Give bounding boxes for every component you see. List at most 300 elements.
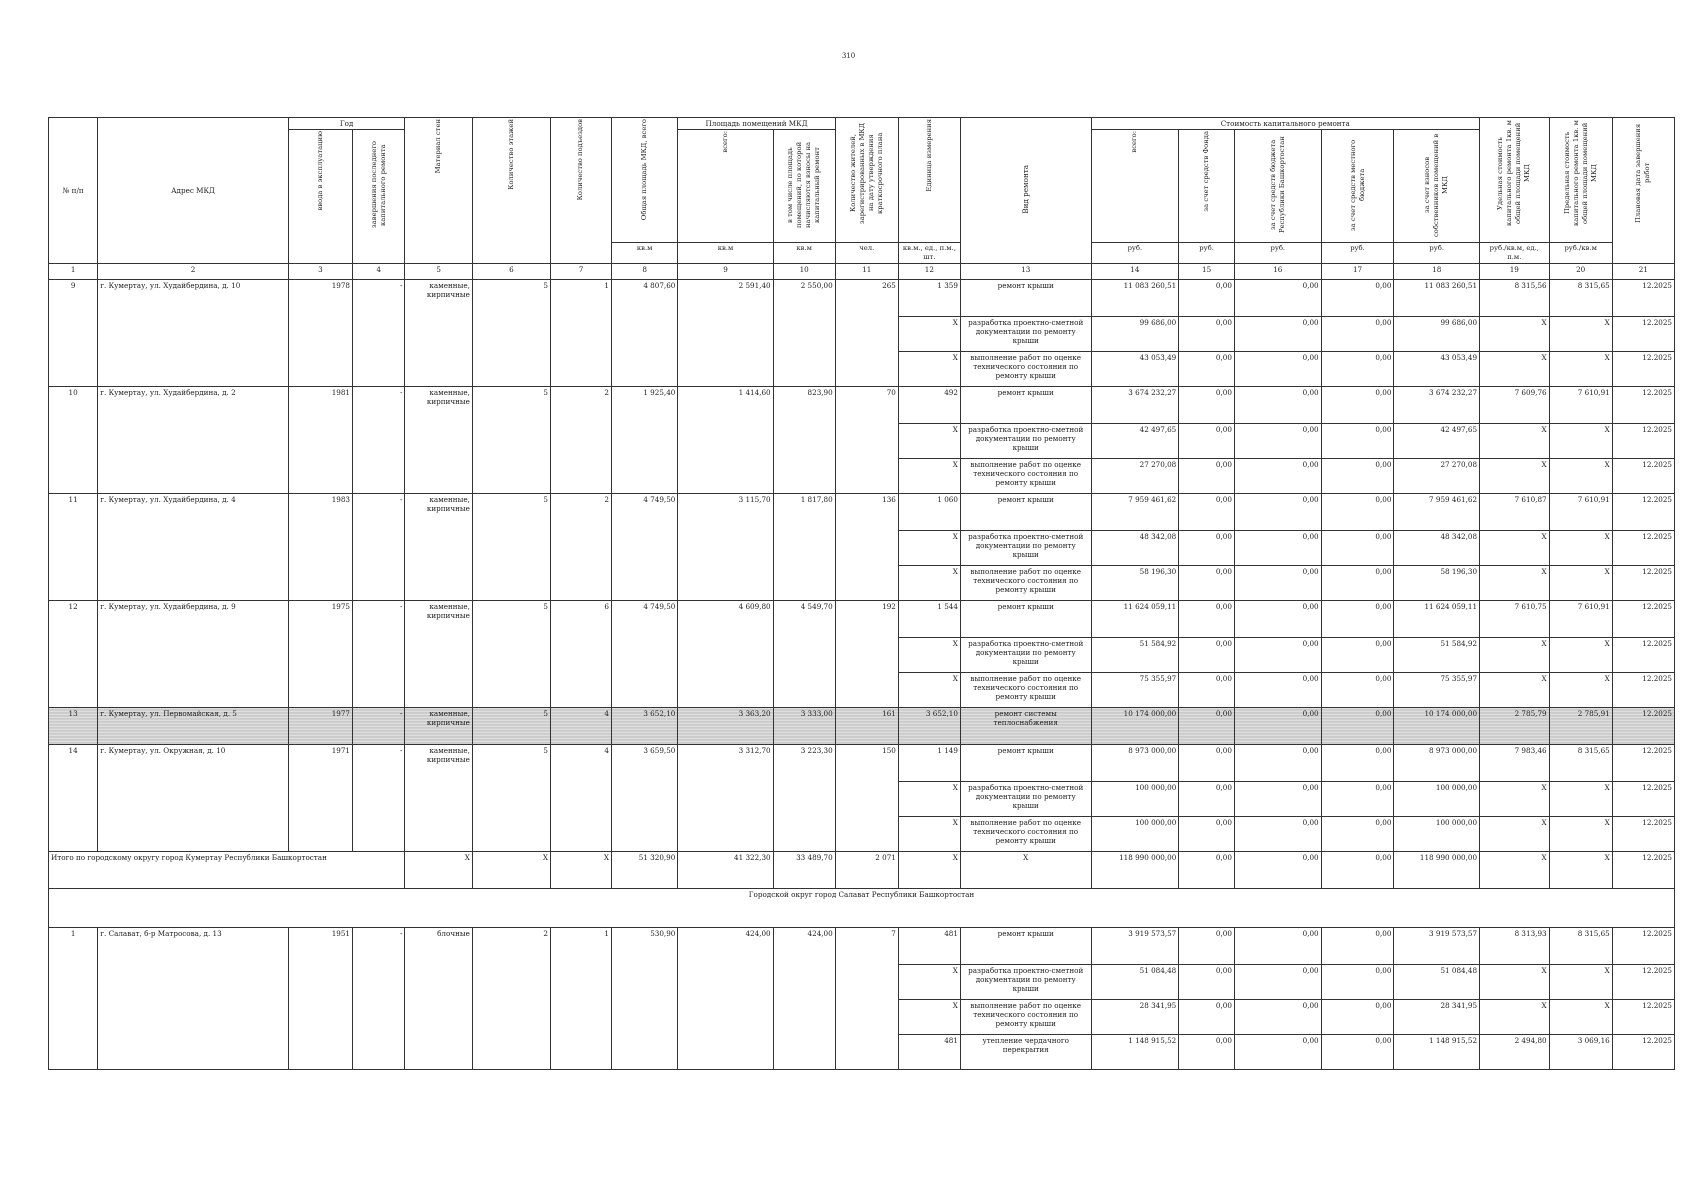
cell-empty xyxy=(550,459,611,494)
header-year-last-repair: завершения последнего капитального ремонта xyxy=(352,130,404,264)
cell-empty xyxy=(678,817,773,852)
cell-f: 0,00 xyxy=(1179,1000,1235,1035)
cell-address: г. Кумертау, ул. Худайбердина, д. 4 xyxy=(98,494,289,531)
work-subrow xyxy=(49,817,1675,852)
column-number: 18 xyxy=(1394,264,1480,280)
column-number: 9 xyxy=(678,264,773,280)
unit-cell: руб. xyxy=(1091,243,1179,264)
total-cell: X xyxy=(550,852,611,889)
cell-l: 0,00 xyxy=(1321,352,1394,387)
cell-total: 75 355,97 xyxy=(1091,673,1179,708)
cell-uc: 2 494,80 xyxy=(1480,1035,1550,1070)
cell-floors: 5 xyxy=(472,745,550,782)
cell-empty xyxy=(288,566,352,601)
cell-qty: X xyxy=(898,424,960,459)
cell-empty xyxy=(472,459,550,494)
cell-total: 27 270,08 xyxy=(1091,459,1179,494)
cell-empty xyxy=(98,638,289,673)
cell-address: г. Кумертау, ул. Худайбердина, д. 10 xyxy=(98,280,289,317)
cell-empty xyxy=(405,531,472,566)
total-label: Итого по городскому округу город Кумертау Республики Башкортостан xyxy=(49,852,405,889)
column-number: 21 xyxy=(1612,264,1674,280)
cell-total: 8 973 000,00 xyxy=(1091,745,1179,782)
cell-address: г. Кумертау, ул. Худайбердина, д. 2 xyxy=(98,387,289,424)
cell-empty xyxy=(288,531,352,566)
cell-empty xyxy=(773,424,835,459)
cell-prem: 2 591,40 xyxy=(678,280,773,317)
unit-cell: чел. xyxy=(835,243,898,264)
cell-f: 0,00 xyxy=(1179,745,1235,782)
house-row xyxy=(49,494,1675,531)
cell-no: 1 xyxy=(49,928,98,965)
cell-empty xyxy=(288,424,352,459)
cell-work: разработка проектно-сметной документации по ремонту крыши xyxy=(960,424,1091,459)
cell-empty xyxy=(550,782,611,817)
work-subrow xyxy=(49,531,1675,566)
cell-last: - xyxy=(352,928,404,965)
cell-res: 136 xyxy=(835,494,898,531)
cell-uc: X xyxy=(1480,638,1550,673)
cell-f: 0,00 xyxy=(1179,424,1235,459)
total-cell: 0,00 xyxy=(1179,852,1235,889)
cell-empty xyxy=(835,1035,898,1070)
cell-no: 14 xyxy=(49,745,98,782)
cell-res: 265 xyxy=(835,280,898,317)
header-max-cost: Предельная стоимость капитального ремонта 1кв. м общей площади помещений МКД xyxy=(1549,118,1612,243)
column-number: 13 xyxy=(960,264,1091,280)
cell-mc: 8 315,65 xyxy=(1549,280,1612,317)
header-unit-cost: Удельная стоимость капитального ремонта 1кв. м общей площади помещений МКД xyxy=(1480,118,1550,243)
cell-mc: 8 315,65 xyxy=(1549,928,1612,965)
cell-mc: X xyxy=(1549,352,1612,387)
cell-res: 192 xyxy=(835,601,898,638)
cell-qty: X xyxy=(898,531,960,566)
cell-own: 100 000,00 xyxy=(1394,817,1480,852)
total-premises: 41 322,30 xyxy=(678,852,773,889)
cell-entr: 6 xyxy=(550,601,611,638)
cell-entr: 1 xyxy=(550,928,611,965)
cell-year: 1983 xyxy=(288,494,352,531)
cell-l: 0,00 xyxy=(1321,782,1394,817)
cell-mc: X xyxy=(1549,1000,1612,1035)
cell-own: 7 959 461,62 xyxy=(1394,494,1480,531)
total-cell: 0,00 xyxy=(1321,852,1394,889)
cell-uc: X xyxy=(1480,317,1550,352)
cell-total: 3 919 573,57 xyxy=(1091,928,1179,965)
cell-r: 0,00 xyxy=(1234,965,1321,1000)
total-date: 12.2025 xyxy=(1612,852,1674,889)
cell-floors: 5 xyxy=(472,387,550,424)
cell-total: 51 084,48 xyxy=(1091,965,1179,1000)
cell-qty: 3 652,10 xyxy=(898,708,960,745)
cell-empty xyxy=(352,459,404,494)
cell-empty xyxy=(773,782,835,817)
cell-date: 12.2025 xyxy=(1612,965,1674,1000)
cell-work: разработка проектно-сметной документации по ремонту крыши xyxy=(960,531,1091,566)
cell-empty xyxy=(472,566,550,601)
cell-address: г. Кумертау, ул. Худайбердина, д. 9 xyxy=(98,601,289,638)
cell-l: 0,00 xyxy=(1321,928,1394,965)
cell-empty xyxy=(835,638,898,673)
cell-empty xyxy=(773,1000,835,1035)
cell-work: разработка проектно-сметной документации по ремонту крыши xyxy=(960,782,1091,817)
cell-prem: 1 414,60 xyxy=(678,387,773,424)
cell-empty xyxy=(288,1000,352,1035)
cell-date: 12.2025 xyxy=(1612,601,1674,638)
cell-mc: 3 069,16 xyxy=(1549,1035,1612,1070)
cell-r: 0,00 xyxy=(1234,708,1321,745)
cell-f: 0,00 xyxy=(1179,928,1235,965)
column-number: 16 xyxy=(1234,264,1321,280)
cell-entr: 1 xyxy=(550,280,611,317)
cell-empty xyxy=(405,459,472,494)
cell-own: 51 584,92 xyxy=(1394,638,1480,673)
cell-own: 11 083 260,51 xyxy=(1394,280,1480,317)
cell-l: 0,00 xyxy=(1321,1000,1394,1035)
cell-date: 12.2025 xyxy=(1612,1000,1674,1035)
cell-mc: 8 315,65 xyxy=(1549,745,1612,782)
header-premises-group: Площадь помещений МКД xyxy=(678,118,835,130)
cell-empty xyxy=(835,673,898,708)
cell-mc: X xyxy=(1549,317,1612,352)
cell-fund: 2 550,00 xyxy=(773,280,835,317)
cell-l: 0,00 xyxy=(1321,280,1394,317)
cell-uc: 7 610,75 xyxy=(1480,601,1550,638)
cell-empty xyxy=(611,424,677,459)
cell-uc: 8 313,93 xyxy=(1480,928,1550,965)
cell-l: 0,00 xyxy=(1321,531,1394,566)
cell-empty xyxy=(98,531,289,566)
cell-l: 0,00 xyxy=(1321,601,1394,638)
cell-l: 0,00 xyxy=(1321,387,1394,424)
cell-qty: 1 359 xyxy=(898,280,960,317)
cell-uc: X xyxy=(1480,424,1550,459)
cell-empty xyxy=(49,817,98,852)
cell-empty xyxy=(288,638,352,673)
cell-empty xyxy=(49,424,98,459)
cell-r: 0,00 xyxy=(1234,317,1321,352)
cell-empty xyxy=(835,531,898,566)
cell-f: 0,00 xyxy=(1179,280,1235,317)
cell-empty xyxy=(773,566,835,601)
cell-empty xyxy=(835,566,898,601)
unit-cell: кв.м xyxy=(773,243,835,264)
cell-qty: 481 xyxy=(898,1035,960,1070)
cell-total: 10 174 000,00 xyxy=(1091,708,1179,745)
cell-qty: 1 060 xyxy=(898,494,960,531)
cell-empty xyxy=(611,459,677,494)
cell-own: 99 686,00 xyxy=(1394,317,1480,352)
cell-l: 0,00 xyxy=(1321,673,1394,708)
column-number: 1 xyxy=(49,264,98,280)
cell-r: 0,00 xyxy=(1234,531,1321,566)
cell-last: - xyxy=(352,280,404,317)
header-year-commission: ввода в эксплуатацию xyxy=(288,130,352,264)
cell-r: 0,00 xyxy=(1234,459,1321,494)
cell-empty xyxy=(773,459,835,494)
column-number: 3 xyxy=(288,264,352,280)
header-unit: Единица измерения xyxy=(898,118,960,243)
cell-empty xyxy=(611,1035,677,1070)
cell-year: 1978 xyxy=(288,280,352,317)
cell-area: 3 659,50 xyxy=(611,745,677,782)
cell-l: 0,00 xyxy=(1321,817,1394,852)
cell-total: 48 342,08 xyxy=(1091,531,1179,566)
cell-empty xyxy=(678,1000,773,1035)
cell-f: 0,00 xyxy=(1179,494,1235,531)
cell-empty xyxy=(835,965,898,1000)
cell-mc: X xyxy=(1549,673,1612,708)
cell-r: 0,00 xyxy=(1234,1000,1321,1035)
cell-empty xyxy=(49,459,98,494)
cell-total: 51 584,92 xyxy=(1091,638,1179,673)
cell-empty xyxy=(678,459,773,494)
cell-res: 7 xyxy=(835,928,898,965)
work-subrow xyxy=(49,1035,1675,1070)
work-subrow xyxy=(49,352,1675,387)
cell-empty xyxy=(472,782,550,817)
cell-qty: X xyxy=(898,566,960,601)
cell-empty xyxy=(98,782,289,817)
cell-entr: 4 xyxy=(550,708,611,745)
column-number: 2 xyxy=(98,264,289,280)
cell-empty xyxy=(550,531,611,566)
cell-r: 0,00 xyxy=(1234,745,1321,782)
cell-empty xyxy=(352,566,404,601)
cell-qty: X xyxy=(898,352,960,387)
total-cell: X xyxy=(405,852,472,889)
cell-r: 0,00 xyxy=(1234,494,1321,531)
cell-empty xyxy=(472,531,550,566)
cell-empty xyxy=(288,817,352,852)
cell-year: 1971 xyxy=(288,745,352,782)
total-row xyxy=(49,852,1675,889)
cell-empty xyxy=(288,782,352,817)
cell-no: 10 xyxy=(49,387,98,424)
cell-l: 0,00 xyxy=(1321,745,1394,782)
cell-work: выполнение работ по оценке технического состояния по ремонту крыши xyxy=(960,459,1091,494)
cell-empty xyxy=(352,1035,404,1070)
cell-empty xyxy=(405,673,472,708)
cell-address: г. Кумертау, ул. Первомайская, д. 5 xyxy=(98,708,289,745)
cell-year: 1951 xyxy=(288,928,352,965)
header-premises-fund: в том числе площадь помещений, по которой начисляются взносы на капитальный ремонт xyxy=(773,130,835,243)
cell-empty xyxy=(611,317,677,352)
unit-cell: руб. xyxy=(1234,243,1321,264)
unit-cell: руб. xyxy=(1394,243,1480,264)
cell-work: ремонт системы теплоснабжения xyxy=(960,708,1091,745)
house-row xyxy=(49,708,1675,745)
cell-uc: X xyxy=(1480,352,1550,387)
cell-date: 12.2025 xyxy=(1612,673,1674,708)
cell-total: 1 148 915,52 xyxy=(1091,1035,1179,1070)
cell-r: 0,00 xyxy=(1234,352,1321,387)
cell-uc: X xyxy=(1480,566,1550,601)
cell-work: ремонт крыши xyxy=(960,494,1091,531)
cell-empty xyxy=(288,965,352,1000)
cell-empty xyxy=(49,1000,98,1035)
column-number: 17 xyxy=(1321,264,1394,280)
cell-date: 12.2025 xyxy=(1612,817,1674,852)
total-cell: X xyxy=(1549,852,1612,889)
house-row xyxy=(49,601,1675,638)
cell-own: 3 919 573,57 xyxy=(1394,928,1480,965)
unit-cell: кв.м xyxy=(678,243,773,264)
cell-total: 28 341,95 xyxy=(1091,1000,1179,1035)
cell-empty xyxy=(352,317,404,352)
cell-area: 1 925,40 xyxy=(611,387,677,424)
cell-mc: X xyxy=(1549,965,1612,1000)
cell-mc: X xyxy=(1549,459,1612,494)
header-work-type: Вид ремонта xyxy=(960,118,1091,264)
cell-f: 0,00 xyxy=(1179,638,1235,673)
section-row xyxy=(49,889,1675,928)
cell-total: 11 083 260,51 xyxy=(1091,280,1179,317)
cell-l: 0,00 xyxy=(1321,1035,1394,1070)
cell-empty xyxy=(678,673,773,708)
cell-year: 1977 xyxy=(288,708,352,745)
cell-empty xyxy=(835,459,898,494)
cell-floors: 5 xyxy=(472,601,550,638)
cell-mc: 2 785,91 xyxy=(1549,708,1612,745)
column-number: 8 xyxy=(611,264,677,280)
cell-prem: 4 609,80 xyxy=(678,601,773,638)
cell-last: - xyxy=(352,601,404,638)
cell-empty xyxy=(835,352,898,387)
header-cost-owners: за счет взносов собственников помещений в МКД xyxy=(1394,130,1480,243)
cell-total: 100 000,00 xyxy=(1091,817,1179,852)
cell-no: 13 xyxy=(49,708,98,745)
cell-qty: X xyxy=(898,459,960,494)
cell-date: 12.2025 xyxy=(1612,494,1674,531)
cell-area: 3 652,10 xyxy=(611,708,677,745)
column-number: 12 xyxy=(898,264,960,280)
house-row xyxy=(49,745,1675,782)
cell-f: 0,00 xyxy=(1179,387,1235,424)
cell-empty xyxy=(49,1035,98,1070)
cell-fund: 424,00 xyxy=(773,928,835,965)
cell-own: 8 973 000,00 xyxy=(1394,745,1480,782)
cell-mc: 7 610,91 xyxy=(1549,601,1612,638)
cell-empty xyxy=(678,424,773,459)
cell-work: разработка проектно-сметной документации по ремонту крыши xyxy=(960,638,1091,673)
cell-work: утепление чердачного перекрытия xyxy=(960,1035,1091,1070)
column-number: 10 xyxy=(773,264,835,280)
column-number: 20 xyxy=(1549,264,1612,280)
total-work: X xyxy=(960,852,1091,889)
unit-cell: руб./кв.м xyxy=(1549,243,1612,264)
cell-date: 12.2025 xyxy=(1612,638,1674,673)
total-qty: X xyxy=(898,852,960,889)
cell-prem: 3 115,70 xyxy=(678,494,773,531)
cell-empty xyxy=(405,1035,472,1070)
total-cell: 0,00 xyxy=(1234,852,1321,889)
cell-r: 0,00 xyxy=(1234,817,1321,852)
cell-empty xyxy=(773,965,835,1000)
cell-empty xyxy=(98,424,289,459)
cell-empty xyxy=(550,1000,611,1035)
cell-work: выполнение работ по оценке технического состояния по ремонту крыши xyxy=(960,1000,1091,1035)
cell-uc: X xyxy=(1480,965,1550,1000)
header-no: № п/п xyxy=(49,118,98,264)
cell-empty xyxy=(678,782,773,817)
cell-empty xyxy=(550,638,611,673)
cell-no: 9 xyxy=(49,280,98,317)
cell-qty: X xyxy=(898,965,960,1000)
cell-empty xyxy=(550,317,611,352)
cell-empty xyxy=(835,817,898,852)
total-fund-area: 33 489,70 xyxy=(773,852,835,889)
cell-mc: X xyxy=(1549,638,1612,673)
cell-work: ремонт крыши xyxy=(960,928,1091,965)
cell-empty xyxy=(405,638,472,673)
cell-total: 7 959 461,62 xyxy=(1091,494,1179,531)
unit-cell: руб. xyxy=(1179,243,1235,264)
cell-area: 4 749,50 xyxy=(611,494,677,531)
cell-address: г. Кумертау, ул. Окружная, д. 10 xyxy=(98,745,289,782)
cell-material: каменные, кирпичные xyxy=(405,745,472,782)
cell-own: 11 624 059,11 xyxy=(1394,601,1480,638)
cell-r: 0,00 xyxy=(1234,566,1321,601)
work-subrow xyxy=(49,782,1675,817)
cell-year: 1975 xyxy=(288,601,352,638)
header-entrances: Количество подъездов xyxy=(550,118,611,264)
cell-f: 0,00 xyxy=(1179,708,1235,745)
cell-r: 0,00 xyxy=(1234,928,1321,965)
unit-cell: кв.м., ед., п.м., шт. xyxy=(898,243,960,264)
cell-own: 75 355,97 xyxy=(1394,673,1480,708)
header-cost-republic: за счет средств бюджета Республики Башкортостан xyxy=(1234,130,1321,243)
cell-empty xyxy=(405,317,472,352)
cell-empty xyxy=(611,1000,677,1035)
cell-empty xyxy=(98,317,289,352)
cell-date: 12.2025 xyxy=(1612,280,1674,317)
cell-empty xyxy=(611,566,677,601)
cell-uc: X xyxy=(1480,782,1550,817)
cell-empty xyxy=(405,965,472,1000)
work-subrow xyxy=(49,1000,1675,1035)
cell-no: 12 xyxy=(49,601,98,638)
cell-uc: 2 785,79 xyxy=(1480,708,1550,745)
cell-empty xyxy=(835,1000,898,1035)
house-row xyxy=(49,280,1675,317)
house-row xyxy=(49,928,1675,965)
total-owners: 118 990 000,00 xyxy=(1394,852,1480,889)
cell-total: 43 053,49 xyxy=(1091,352,1179,387)
cell-uc: X xyxy=(1480,459,1550,494)
cell-empty xyxy=(49,317,98,352)
cell-empty xyxy=(835,424,898,459)
cell-qty: X xyxy=(898,1000,960,1035)
unit-cell: руб. xyxy=(1321,243,1394,264)
cell-date: 12.2025 xyxy=(1612,387,1674,424)
cell-r: 0,00 xyxy=(1234,280,1321,317)
cell-own: 100 000,00 xyxy=(1394,782,1480,817)
cell-l: 0,00 xyxy=(1321,708,1394,745)
header-premises-total: всего: xyxy=(678,130,773,243)
cell-own: 28 341,95 xyxy=(1394,1000,1480,1035)
cell-qty: 481 xyxy=(898,928,960,965)
cell-empty xyxy=(773,531,835,566)
cell-no: 11 xyxy=(49,494,98,531)
cell-empty xyxy=(352,817,404,852)
cell-uc: X xyxy=(1480,817,1550,852)
column-number: 19 xyxy=(1480,264,1550,280)
cell-f: 0,00 xyxy=(1179,1035,1235,1070)
cell-work: ремонт крыши xyxy=(960,745,1091,782)
page-number: 310 xyxy=(841,52,856,60)
cell-f: 0,00 xyxy=(1179,566,1235,601)
